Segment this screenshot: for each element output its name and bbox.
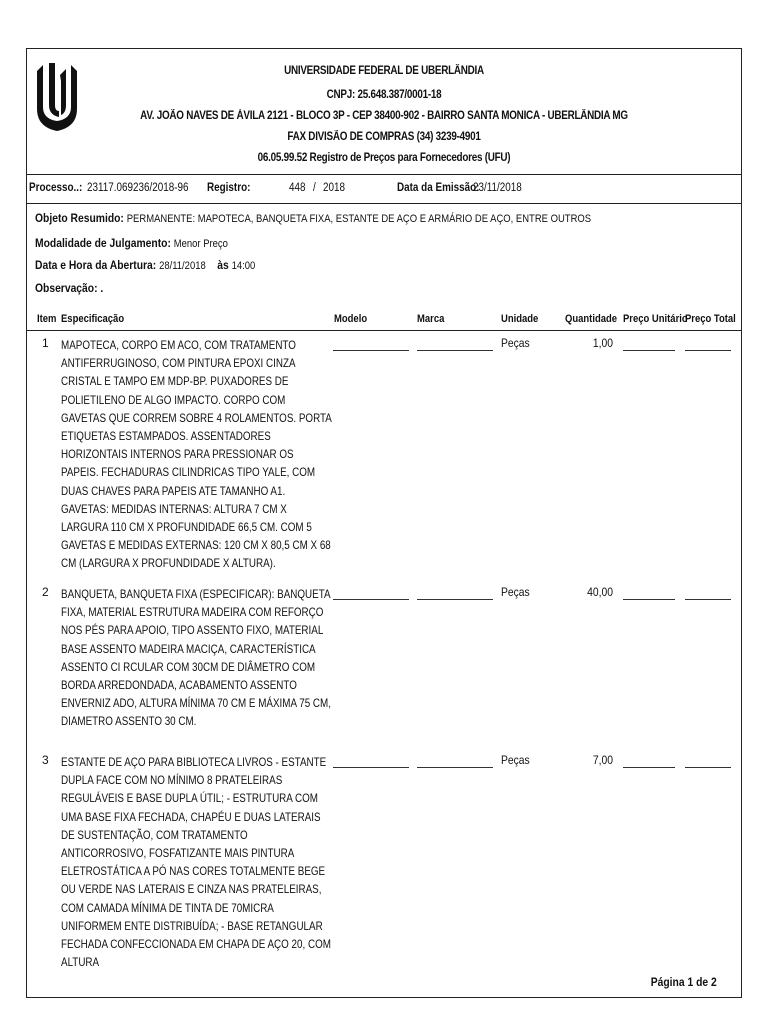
item-number: 1 (42, 336, 49, 350)
objeto-resumido (35, 211, 591, 225)
modalidade-label: Modalidade de Julgamento: (35, 236, 171, 250)
item-description: BANQUETA, BANQUETA FIXA (ESPECIFICAR): BANQUETA FIXA, MATERIAL ESTRUTURA MADEIRA COM REFORÇO NOS PÉS PARA APOIO, TIPO ASSENTO FIXO, MATERIAL BASE ASSENTO MADEIRA MACIÇA, CARACTERÍSTICA ASSENTO CI RCULAR COM 30CM DE DIÂMETRO COM BORDA ARREDONDADA, ACABAMENTO ASSENTO ENVERNIZ ADO, ALTURA MÍNIMA 70 CM E MÁXIMA 75 CM, DIAMETRO ASSENTO 30 CM. (61, 587, 331, 729)
abertura-label: Data e Hora da Abertura: (35, 258, 157, 272)
col-quantidade: Quantidade (565, 313, 618, 325)
col-marca: Marca (417, 313, 445, 325)
preco-total-blank (685, 599, 731, 600)
col-unidade: Unidade (501, 313, 539, 325)
abertura-time: 14:00 (231, 260, 256, 272)
registro-number: 448 (289, 182, 306, 194)
col-preco-total: Preço Total (685, 313, 736, 325)
objeto-label: Objeto Resumido: (35, 211, 124, 225)
preco-total-blank (685, 767, 731, 768)
item-quantidade: 1,00 (592, 336, 613, 350)
process-bar (27, 175, 741, 204)
data-abertura (35, 258, 255, 272)
preco-unitario-blank (623, 350, 675, 351)
abertura-as: às (217, 258, 229, 272)
page-of: de (696, 975, 709, 989)
item-unidade: Peças (501, 585, 530, 599)
preco-unitario-blank (623, 767, 675, 768)
header-registry-title: 06.05.99.52 Registro de Preços para Fornecedores (UFU) (257, 152, 511, 164)
marca-blank (417, 767, 493, 768)
registro-label: Registro: (207, 182, 251, 194)
preco-total-blank (685, 350, 731, 351)
modelo-blank (333, 350, 409, 351)
modalidade-value: Menor Preço (173, 238, 228, 250)
modelo-blank (333, 767, 409, 768)
process-label: Processo..: (29, 182, 83, 194)
col-spec: Especificação (61, 313, 125, 325)
marca-blank (417, 599, 493, 600)
emission-date-label: Data da Emissão: (397, 182, 480, 194)
preco-unitario-blank (623, 599, 675, 600)
item-number: 2 (42, 585, 49, 599)
objeto-value: PERMANENTE: MAPOTECA, BANQUETA FIXA, ESTANTE DE AÇO E ARMÁRIO DE AÇO, ENTRE OUTROS (126, 213, 592, 225)
item-quantidade: 40,00 (587, 585, 613, 599)
item-unidade: Peças (501, 753, 530, 767)
page-label: Página (650, 975, 685, 989)
item-quantidade: 7,00 (592, 753, 613, 767)
process-number: 23117.069236/2018-96 (87, 182, 189, 194)
col-modelo: Modelo (334, 313, 368, 325)
observacao (35, 281, 103, 295)
page-total: 2 (711, 975, 717, 989)
modelo-blank (333, 599, 409, 600)
registro-year: 2018 (323, 182, 346, 194)
header-fax: FAX DIVISÃO DE COMPRAS (34) 3239-4901 (287, 131, 481, 143)
marca-blank (417, 350, 493, 351)
registro-separator: / (313, 182, 316, 194)
modalidade (35, 236, 228, 250)
header-address: AV. JOÃO NAVES DE ÁVILA 2121 - BLOCO 3P - CEP 38400-902 - BAIRRO SANTA MONICA - UBERLÂNDIA MG (140, 110, 628, 122)
item-description: MAPOTECA, CORPO EM ACO, COM TRATAMENTO ANTIFERRUGINOSO, COM PINTURA EPOXI CINZA CRISTAL E TAMPO EM MDP-BP. PUXADORES DE POLIETILENO DE ALGO IMPACTO. CORPO COM GAVETAS QUE CORREM SOBRE 4 ROLAMENTOS. PORTA ETIQUETAS ESTAMPADOS. ASSENTADORES HORIZONTAIS INTERNOS PARA PRESSIONAR OS PAPEIS. FECHADURAS CILINDRICAS TIPO YALE, COM DUAS CHAVES PARA PAPEIS ATE TAMANHO A1. GAVETAS: MEDIDAS INTERNAS: ALTURA 7 CM X LARGURA 110 CM X PROFUNDIDADE 66,5 CM. COM 5 GAVETAS E MEDIDAS EXTERNAS: 120 CM X 80,5 CM X 68 CM (LARGURA X PROFUNDIDADE X ALTURA). (61, 338, 332, 571)
observacao-label: Observação: (35, 281, 98, 295)
observacao-value: . (100, 281, 104, 295)
university-logo-icon (33, 61, 81, 133)
page-footer (651, 975, 717, 989)
col-item: Item (37, 313, 57, 325)
emission-date-value: 23/11/2018 (473, 182, 522, 194)
document-header (27, 49, 741, 175)
item-unidade: Peças (501, 336, 530, 350)
abertura-date: 28/11/2018 (159, 260, 206, 272)
item-description: ESTANTE DE AÇO PARA BIBLIOTECA LIVROS - ESTANTE DUPLA FACE COM NO MÍNIMO 8 PRATELEIRAS REGULÁVEIS E BASE DUPLA ÚTIL; - ESTRUTURA COM UMA BASE FIXA FECHADA, CHAPÉU E DUAS LATERAIS DE SUSTENTAÇÃO, COM TRATAMENTO ANTICORROSIVO, FOSFATIZANTE MAIS PINTURA ELETROSTÁTICA A PÓ NAS CORES TOTALMENTE BEGE OU VERDE NAS LATERAIS E CINZA NAS PRATELEIRAS, COM CAMADA MÍNIMA DE TINTA DE 70MICRA UNIFORMEM ENTE DISTRIBUÍDA; - BASE RETANGULAR FECHADA CONFECCIONADA EM CHAPA DE AÇO 20, COM ALTURA (61, 755, 331, 970)
header-cnpj: CNPJ: 25.648.387/0001-18 (326, 89, 442, 101)
col-preco-unitario: Preço Unitário (623, 313, 688, 325)
document-frame (26, 48, 742, 998)
header-rule (27, 330, 741, 331)
page-current: 1 (687, 975, 694, 989)
header-university-name: UNIVERSIDADE FEDERAL DE UBERLÂNDIA (284, 65, 484, 77)
item-number: 3 (42, 753, 49, 767)
